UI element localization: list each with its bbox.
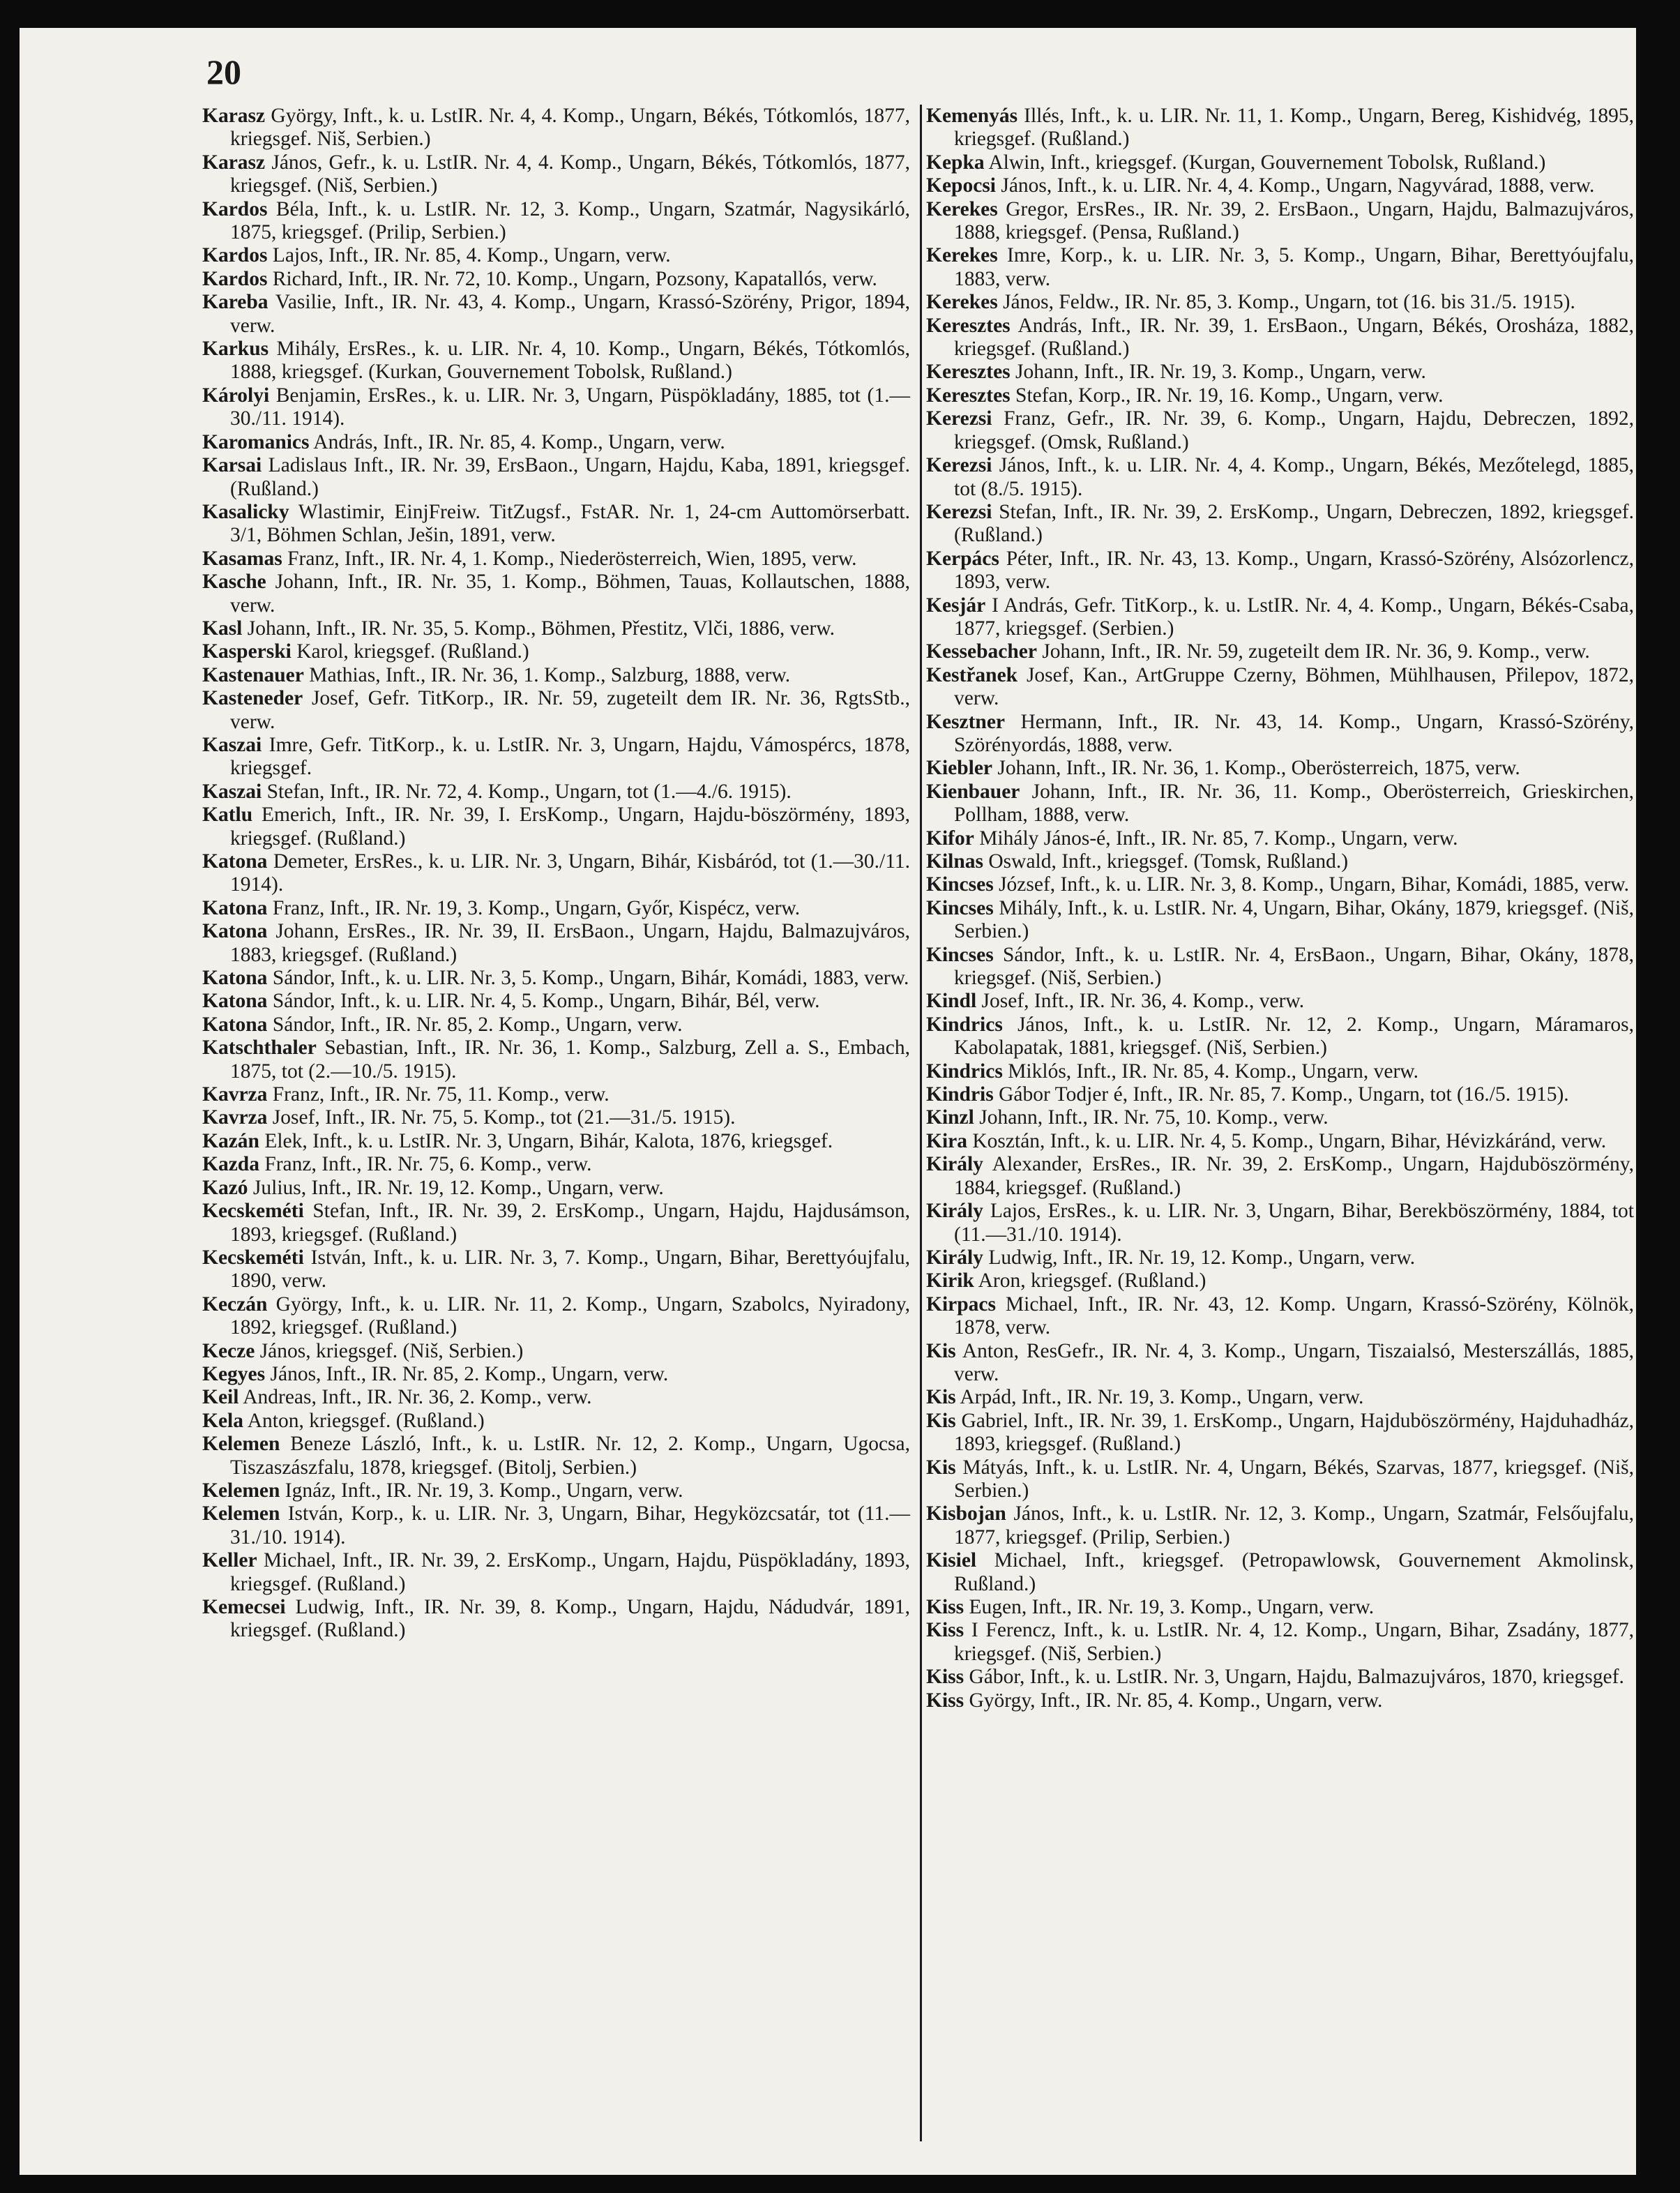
entry-surname: Kinzl — [926, 1106, 974, 1129]
register-entry — [926, 640, 1634, 663]
entry-surname: Kis — [926, 1339, 956, 1362]
register-entry — [926, 501, 1634, 548]
entry-surname: Karomanics — [202, 430, 310, 453]
entry-surname: Kienbauer — [926, 780, 1020, 803]
entry-details: Andreas, Inft., IR. Nr. 36, 2. Komp., verw. — [243, 1386, 592, 1409]
register-entry — [202, 1293, 910, 1340]
entry-details: Imre, Korp., k. u. LIR. Nr. 3, 5. Komp., Ungarn, Bihar, Berettyóujfalu, 1883, verw. — [954, 244, 1634, 290]
entry-surname: Kiss — [926, 1689, 964, 1712]
entry-surname: Kincses — [926, 943, 994, 966]
entry-surname: Kerezsi — [926, 407, 992, 430]
register-entry — [926, 1410, 1634, 1456]
entry-details: Ignáz, Inft., IR. Nr. 19, 3. Komp., Ungarn, verw. — [285, 1479, 683, 1502]
entry-details: Eugen, Inft., IR. Nr. 19, 3. Komp., Ungarn, verw. — [969, 1596, 1375, 1618]
entry-details: Johann, Inft., IR. Nr. 35, 5. Komp., Böhmen, Přestitz, Vlči, 1886, verw. — [247, 617, 835, 640]
entry-details: János, Inft., k. u. LstIR. Nr. 12, 3. Komp., Ungarn, Szatmár, Felsőujfalu, 1877, kriegsgef. (Prilip, Serbien.) — [954, 1502, 1634, 1548]
register-entry — [926, 244, 1634, 291]
entry-surname: Kaszai — [202, 733, 262, 756]
register-entry — [202, 1130, 910, 1153]
entry-surname: Kazó — [202, 1176, 248, 1199]
entry-details: Alwin, Inft., kriegsgef. (Kurgan, Gouvernement Tobolsk, Rußland.) — [988, 151, 1546, 174]
entry-details: Sebastian, Inft., IR. Nr. 36, 1. Komp., Salzburg, Zell a. S., Embach, 1875, tot (2.—10./5. 1915). — [230, 1037, 910, 1083]
register-entry — [202, 384, 910, 431]
register-entry — [926, 1666, 1634, 1689]
entry-details: Beneze László, Inft., k. u. LstIR. Nr. 12, 2. Komp., Ungarn, Ugocsa, Tiszaszászfalu, 1878, kriegsgef. (Bitolj, Serbien.) — [230, 1433, 911, 1479]
register-entry — [202, 1502, 910, 1549]
entry-surname: Kis — [926, 1386, 956, 1409]
entry-surname: Király — [926, 1153, 983, 1176]
register-entry — [202, 1177, 910, 1200]
entry-details: Stefan, Korp., IR. Nr. 19, 16. Komp., Ungarn, verw. — [1015, 384, 1444, 407]
entry-details: János, Inft., IR. Nr. 85, 2. Komp., Ungarn, verw. — [270, 1362, 669, 1385]
entry-surname: Kasteneder — [202, 687, 303, 710]
entry-details: Demeter, ErsRes., k. u. LIR. Nr. 3, Ungarn, Bihár, Kisbáród, tot (1.—30./11. 1914). — [230, 850, 910, 896]
entry-details: Josef, Gefr. TitKorp., IR. Nr. 59, zugeteilt dem IR. Nr. 36, RgtsStb., verw. — [230, 687, 910, 733]
entry-surname: Kilnas — [926, 850, 983, 873]
entry-surname: Kindris — [926, 1083, 994, 1106]
entry-details: I Ferencz, Inft., k. u. LstIR. Nr. 4, 12. Komp., Ungarn, Bihar, Zsadány, 1877, kriegsgef. (Niš, Serbien.) — [954, 1619, 1634, 1665]
entry-details: Vasilie, Inft., IR. Nr. 43, 4. Komp., Ungarn, Krassó-Szörény, Prigor, 1894, verw. — [230, 291, 910, 337]
entry-surname: Kesjár — [926, 594, 986, 617]
entry-surname: Keresztes — [926, 384, 1011, 407]
entry-details: Sándor, Inft., k. u. LIR. Nr. 4, 5. Komp., Ungarn, Bihár, Bél, verw. — [272, 990, 820, 1013]
entry-surname: Keczán — [202, 1293, 268, 1316]
entry-details: Ludwig, Inft., IR. Nr. 19, 12. Komp., Ungarn, verw. — [988, 1246, 1416, 1269]
entry-surname: Kazda — [202, 1153, 259, 1176]
register-entry — [926, 1269, 1634, 1293]
register-entry — [926, 781, 1634, 827]
register-entry — [926, 151, 1634, 174]
page-number: 20 — [206, 52, 241, 91]
entry-details: I András, Gefr. TitKorp., k. u. LstIR. Nr. 4, 4. Komp., Ungarn, Békés-Csaba, 1877, kriegsgef. (Serbien.) — [954, 594, 1634, 640]
entry-surname: Kerpács — [926, 547, 999, 570]
entry-surname: Katona — [202, 967, 268, 990]
entry-surname: Kavrza — [202, 1106, 268, 1129]
entry-details: Michael, Inft., IR. Nr. 39, 2. ErsKomp., Ungarn, Hajdu, Püspökladány, 1893, kriegsgef. (Rußland.) — [230, 1549, 910, 1595]
entry-details: Johann, ErsRes., IR. Nr. 39, II. ErsBaon., Ungarn, Hajdu, Balmazujváros, 1883, kriegsgef. (Rußland.) — [230, 920, 910, 966]
right-column — [926, 105, 1634, 1712]
register-entry — [202, 244, 910, 267]
register-entry — [202, 920, 910, 967]
entry-details: Johann, Inft., IR. Nr. 59, zugeteilt dem IR. Nr. 36, 9. Komp., verw. — [1042, 640, 1590, 663]
entry-details: György, Inft., IR. Nr. 85, 4. Komp., Ungarn, verw. — [969, 1689, 1383, 1712]
entry-details: Johann, Inft., IR. Nr. 19, 3. Komp., Ungarn, verw. — [1015, 361, 1426, 384]
register-entry — [926, 174, 1634, 197]
register-entry — [926, 944, 1634, 990]
register-entry — [202, 1410, 910, 1433]
entry-surname: Kecskeméti — [202, 1246, 304, 1269]
entry-details: Ladislaus Inft., IR. Nr. 39, ErsBaon., Ungarn, Hajdu, Kaba, 1891, kriegsgef. (Rußland.) — [230, 454, 910, 500]
register-entry — [926, 990, 1634, 1013]
entry-details: János, Feldw., IR. Nr. 85, 3. Komp., Ungarn, tot (16. bis 31./5. 1915). — [1003, 291, 1575, 314]
entry-details: Stefan, Inft., IR. Nr. 39, 2. ErsKomp., Ungarn, Hajdu, Hajdusámson, 1893, kriegsgef. (Rußland.) — [230, 1200, 910, 1246]
entry-details: András, Inft., IR. Nr. 85, 4. Komp., Ungarn, verw. — [313, 430, 725, 453]
entry-details: Gábor, Inft., k. u. LstIR. Nr. 3, Ungarn, Hajdu, Balmazujváros, 1870, kriegsgef. — [969, 1666, 1624, 1689]
register-entry — [202, 1596, 910, 1643]
entry-surname: Kelemen — [202, 1502, 280, 1525]
entry-details: Richard, Inft., IR. Nr. 72, 10. Komp., Ungarn, Pozsony, Kapatallós, verw. — [272, 267, 877, 290]
entry-surname: Katschthaler — [202, 1037, 317, 1060]
register-entry — [202, 548, 910, 571]
entry-details: János, Gefr., k. u. LstIR. Nr. 4, 4. Komp., Ungarn, Békés, Tótkomlós, 1877, kriegsgef. (Niš, Serbien.) — [230, 151, 910, 197]
entry-surname: Kincses — [926, 896, 994, 919]
entry-surname: Katona — [202, 990, 268, 1013]
entry-surname: Kindrics — [926, 1060, 1003, 1083]
entry-surname: Keresztes — [926, 314, 1011, 337]
register-entry — [926, 291, 1634, 314]
register-entry — [926, 105, 1634, 151]
entry-surname: Kifor — [926, 827, 974, 850]
entry-details: Josef, Inft., IR. Nr. 36, 4. Komp., verw. — [981, 990, 1305, 1013]
register-entry — [202, 571, 910, 617]
entry-details: Michael, Inft., kriegsgef. (Petropawlowsk, Gouvernement Akmolinsk, Rußland.) — [954, 1549, 1635, 1595]
register-entry — [202, 1106, 910, 1129]
register-entry — [926, 873, 1634, 896]
register-entry — [202, 990, 910, 1013]
entry-surname: Kareba — [202, 291, 268, 314]
register-entry — [926, 1456, 1634, 1503]
entry-details: Hermann, Inft., IR. Nr. 43, 14. Komp., Ungarn, Krassó-Szörény, Szörényordás, 1888, verw. — [954, 710, 1634, 756]
register-entry — [926, 827, 1634, 850]
entry-surname: Kardos — [202, 197, 268, 220]
entry-details: Béla, Inft., k. u. LstIR. Nr. 12, 3. Komp., Ungarn, Szatmár, Nagysikárló, 1875, kriegsgef. (Prilip, Serbien.) — [230, 197, 911, 244]
register-entry — [926, 315, 1634, 361]
register-entry — [926, 1293, 1634, 1340]
entry-details: Wlastimir, EinjFreiw. TitZugsf., FstAR. Nr. 1, 24-cm Auttomörserbatt. 3/1, Böhmen Schlan, Ješin, 1891, verw. — [230, 500, 910, 547]
entry-surname: Katona — [202, 896, 268, 919]
register-entry — [926, 1106, 1634, 1129]
entry-details: Lajos, Inft., IR. Nr. 85, 4. Komp., Ungarn, verw. — [272, 244, 671, 267]
entry-details: András, Inft., IR. Nr. 39, 1. ErsBaon., Ungarn, Békés, Orosháza, 1882, kriegsgef. (Rußland.) — [954, 314, 1634, 361]
entry-surname: Karkus — [202, 338, 269, 361]
register-entry — [926, 454, 1634, 501]
entry-surname: Kazán — [202, 1129, 259, 1152]
entry-surname: Katona — [202, 850, 268, 873]
entry-surname: Kerekes — [926, 244, 998, 267]
register-entry — [926, 897, 1634, 944]
register-entry — [926, 548, 1634, 594]
entry-surname: Kelemen — [202, 1433, 280, 1456]
entry-surname: Kasalicky — [202, 500, 289, 523]
entry-details: Sándor, Inft., IR. Nr. 85, 2. Komp., Ungarn, verw. — [272, 1013, 683, 1036]
register-entry — [926, 1013, 1634, 1060]
register-entry — [926, 198, 1634, 245]
entry-surname: Kaszai — [202, 780, 262, 803]
register-entry — [202, 664, 910, 687]
entry-details: Franz, Inft., IR. Nr. 75, 11. Komp., verw. — [272, 1083, 610, 1106]
entry-details: Johann, Inft., IR. Nr. 36, 11. Komp., Oberösterreich, Grieskirchen, Pollham, 1888, verw. — [954, 780, 1635, 827]
entry-details: Benjamin, ErsRes., k. u. LIR. Nr. 3, Ungarn, Püspökladány, 1885, tot (1.—30./11. 1914). — [230, 384, 910, 430]
entry-surname: Kecze — [202, 1339, 255, 1362]
entry-details: Franz, Inft., IR. Nr. 75, 6. Komp., verw. — [264, 1153, 592, 1176]
entry-details: György, Inft., k. u. LIR. Nr. 11, 2. Komp., Ungarn, Szabolcs, Nyiradony, 1892, kriegsgef. (Rußland.) — [230, 1293, 910, 1339]
register-entry — [926, 1340, 1634, 1387]
register-entry — [202, 1386, 910, 1409]
entry-surname: Katona — [202, 1013, 268, 1036]
entry-surname: Kasperski — [202, 640, 292, 663]
entry-surname: Kerekes — [926, 197, 998, 220]
entry-details: Johann, Inft., IR. Nr. 35, 1. Komp., Böhmen, Tauas, Kollautschen, 1888, verw. — [230, 571, 910, 617]
register-entry — [926, 1246, 1634, 1269]
entry-surname: Kegyes — [202, 1362, 266, 1385]
entry-details: Arpád, Inft., IR. Nr. 19, 3. Komp., Ungarn, verw. — [960, 1386, 1364, 1409]
entry-surname: Kira — [926, 1129, 967, 1152]
register-entry — [202, 1433, 910, 1479]
entry-surname: Keil — [202, 1386, 239, 1409]
register-entry — [202, 105, 910, 151]
entry-details: Gabriel, Inft., IR. Nr. 39, 1. ErsKomp., Ungarn, Hajduböszörmény, Hajduhadház, 1893, kriegsgef. (Rußland.) — [954, 1409, 1634, 1456]
register-entry — [926, 1153, 1634, 1200]
register-entry — [202, 1200, 910, 1246]
register-entry — [202, 897, 910, 920]
entry-surname: Kerezsi — [926, 454, 992, 477]
register-entry — [926, 1689, 1634, 1712]
register-entry — [202, 198, 910, 245]
register-entry — [202, 850, 910, 897]
entry-surname: Keller — [202, 1549, 257, 1572]
register-entry — [926, 664, 1634, 711]
register-entry — [202, 1246, 910, 1293]
register-entry — [926, 1502, 1634, 1549]
entry-surname: Karasz — [202, 151, 266, 174]
register-entry — [926, 594, 1634, 641]
entry-details: Péter, Inft., IR. Nr. 43, 13. Komp., Ungarn, Krassó-Szörény, Alsózorlencz, 1893, verw. — [954, 547, 1635, 594]
register-entry — [926, 757, 1634, 780]
entry-surname: Kastenauer — [202, 663, 304, 686]
register-entry — [926, 1596, 1634, 1619]
left-column — [202, 105, 910, 1643]
register-entry — [202, 967, 910, 990]
entry-surname: Katlu — [202, 804, 253, 827]
register-entry — [926, 850, 1634, 873]
register-entry — [202, 1363, 910, 1386]
register-entry — [202, 151, 910, 198]
register-entry — [202, 338, 910, 384]
entry-surname: Kasche — [202, 571, 266, 594]
entry-surname: Kindrics — [926, 1013, 1003, 1036]
register-entry — [926, 1083, 1634, 1106]
register-entry — [202, 1549, 910, 1596]
entry-surname: Kerezsi — [926, 500, 992, 523]
entry-details: Franz, Inft., IR. Nr. 19, 3. Komp., Ungarn, Győr, Kispécz, verw. — [272, 896, 801, 919]
entry-surname: Kepocsi — [926, 174, 996, 197]
register-entry — [202, 734, 910, 781]
entry-surname: Kiss — [926, 1666, 964, 1689]
entry-details: Mátyás, Inft., k. u. LstIR. Nr. 4, Ungarn, Békés, Szarvas, 1877, kriegsgef. (Niš, Serbien.) — [954, 1456, 1634, 1502]
entry-surname: Kindl — [926, 990, 977, 1013]
entry-details: Mihály, ErsRes., k. u. LIR. Nr. 4, 10. Komp., Ungarn, Békés, Tótkomlós, 1888, kriegsgef. (Kurkan, Gouvernement Tobolsk, Rußland.) — [230, 338, 911, 384]
register-entry — [202, 640, 910, 663]
entry-surname: Kemenyás — [926, 105, 1018, 127]
entry-surname: Kelemen — [202, 1479, 280, 1502]
register-entry — [926, 384, 1634, 407]
register-entry — [202, 687, 910, 734]
register-entry — [926, 1386, 1634, 1409]
entry-details: Josef, Inft., IR. Nr. 75, 5. Komp., tot (21.—31./5. 1915). — [272, 1106, 736, 1129]
entry-surname: Kasamas — [202, 547, 282, 570]
entry-details: Illés, Inft., k. u. LIR. Nr. 11, 1. Komp., Ungarn, Bereg, Kishidvég, 1895, kriegsgef. (Rußland.) — [954, 105, 1634, 151]
entry-surname: Kirpacs — [926, 1293, 996, 1316]
entry-details: Mihály János-é, Inft., IR. Nr. 85, 7. Komp., Ungarn, verw. — [979, 827, 1458, 850]
entry-surname: Kerekes — [926, 291, 998, 314]
entry-surname: Kiss — [926, 1619, 964, 1642]
register-entry — [202, 781, 910, 804]
entry-details: István, Korp., k. u. LIR. Nr. 3, Ungarn, Bihar, Hegyközcsatár, tot (11.—31./10. 1914). — [230, 1502, 910, 1548]
register-entry — [202, 1340, 910, 1363]
entry-details: Julius, Inft., IR. Nr. 19, 12. Komp., Ungarn, verw. — [252, 1176, 664, 1199]
register-entry — [202, 291, 910, 338]
entry-details: Emerich, Inft., IR. Nr. 39, I. ErsKomp., Ungarn, Hajdu-böszörmény, 1893, kriegsgef. (Rußland.) — [230, 804, 911, 850]
entry-surname: Kincses — [926, 873, 994, 896]
entry-surname: Kardos — [202, 267, 268, 290]
entry-surname: Kis — [926, 1456, 956, 1479]
entry-surname: Károlyi — [202, 384, 270, 407]
register-entry — [202, 617, 910, 640]
entry-surname: Kisiel — [926, 1549, 977, 1572]
entry-details: Aron, kriegsgef. (Rußland.) — [978, 1269, 1206, 1293]
entry-details: Imre, Gefr. TitKorp., k. u. LstIR. Nr. 3, Ungarn, Hajdu, Vámospércs, 1878, kriegsgef. — [230, 733, 910, 780]
entry-details: Oswald, Inft., kriegsgef. (Tomsk, Rußland.) — [988, 850, 1349, 873]
entry-surname: Kis — [926, 1409, 956, 1432]
entry-surname: Kiss — [926, 1596, 964, 1618]
entry-details: Michael, Inft., IR. Nr. 43, 12. Komp. Ungarn, Krassó-Szörény, Kölnök, 1878, verw. — [954, 1293, 1635, 1339]
register-entry — [926, 1130, 1634, 1153]
entry-details: Franz, Inft., IR. Nr. 4, 1. Komp., Niederösterreich, Wien, 1895, verw. — [287, 547, 857, 570]
entry-details: Mihály, Inft., k. u. LstIR. Nr. 4, Ungarn, Bihar, Okány, 1879, kriegsgef. (Niš, Serbien.) — [954, 896, 1635, 943]
entry-details: Franz, Gefr., IR. Nr. 39, 6. Komp., Ungarn, Hajdu, Debreczen, 1892, kriegsgef. (Omsk, Rußland.) — [954, 407, 1635, 453]
entry-surname: Kasl — [202, 617, 243, 640]
register-entry — [926, 711, 1634, 758]
entry-details: János, Inft., k. u. LIR. Nr. 4, 4. Komp., Ungarn, Békés, Mezőtelegd, 1885, tot (8./5. 1915). — [954, 454, 1634, 500]
entry-surname: Karasz — [202, 105, 266, 127]
entry-details: Sándor, Inft., k. u. LIR. Nr. 3, 5. Komp., Ungarn, Bihár, Komádi, 1883, verw. — [272, 967, 909, 990]
register-entry — [202, 501, 910, 548]
entry-details: János, Inft., k. u. LstIR. Nr. 12, 2. Komp., Ungarn, Máramaros, Kabolapatak, 1881, kriegsgef. (Niš, Serbien.) — [954, 1013, 1635, 1060]
column-divider — [920, 105, 922, 2141]
register-entry — [926, 1549, 1634, 1596]
entry-details: Sándor, Inft., k. u. LstIR. Nr. 4, ErsBaon., Ungarn, Bihar, Okány, 1878, kriegsgef. (Niš, Serbien.) — [954, 943, 1634, 990]
register-entry — [202, 454, 910, 501]
register-entry — [926, 361, 1634, 384]
entry-details: Alexander, ErsRes., IR. Nr. 39, 2. ErsKomp., Ungarn, Hajduböszörmény, 1884, kriegsgef. (Rußland.) — [954, 1153, 1634, 1199]
entry-surname: Keresztes — [926, 361, 1011, 384]
register-entry — [202, 804, 910, 850]
entry-details: Josef, Kan., ArtGruppe Czerny, Böhmen, Mühlhausen, Přilepov, 1872, verw. — [954, 663, 1635, 710]
entry-surname: Kavrza — [202, 1083, 268, 1106]
entry-details: Gábor Todjer é, Inft., IR. Nr. 85, 7. Komp., Ungarn, tot (16./5. 1915). — [999, 1083, 1569, 1106]
entry-surname: Kemecsei — [202, 1596, 286, 1618]
entry-details: Miklós, Inft., IR. Nr. 85, 4. Komp., Ungarn, verw. — [1008, 1060, 1419, 1083]
register-entry — [926, 1060, 1634, 1083]
entry-details: János, kriegsgef. (Niš, Serbien.) — [259, 1339, 524, 1362]
entry-details: János, Inft., k. u. LIR. Nr. 4, 4. Komp., Ungarn, Nagyvárad, 1888, verw. — [1001, 174, 1595, 197]
entry-details: Anton, ResGefr., IR. Nr. 4, 3. Komp., Ungarn, Tiszaialsó, Mesterszállás, 1885, verw. — [954, 1339, 1635, 1385]
register-entry — [202, 1083, 910, 1106]
entry-surname: Király — [926, 1246, 983, 1269]
register-entry — [202, 1013, 910, 1037]
entry-surname: Kessebacher — [926, 640, 1037, 663]
register-entry — [202, 1037, 910, 1083]
entry-surname: Kepka — [926, 151, 985, 174]
entry-details: Lajos, ErsRes., k. u. LIR. Nr. 3, Ungarn, Bihar, Berekböszörmény, 1884, tot (11.—31./10. 1914). — [954, 1200, 1634, 1246]
entry-details: Ludwig, Inft., IR. Nr. 39, 8. Komp., Ungarn, Hajdu, Nádudvár, 1891, kriegsgef. (Rußland.) — [230, 1596, 910, 1642]
entry-details: József, Inft., k. u. LIR. Nr. 3, 8. Komp., Ungarn, Bihar, Komádi, 1885, verw. — [999, 873, 1629, 896]
entry-surname: Kisbojan — [926, 1502, 1006, 1525]
entry-details: Mathias, Inft., IR. Nr. 36, 1. Komp., Salzburg, 1888, verw. — [309, 663, 791, 686]
entry-surname: Kela — [202, 1409, 243, 1432]
register-entry — [926, 1200, 1634, 1246]
entry-surname: Kecskeméti — [202, 1200, 304, 1223]
register-entry — [202, 1479, 910, 1502]
entry-details: Kosztán, Inft., k. u. LIR. Nr. 4, 5. Komp., Ungarn, Bihar, Hévizkáránd, verw. — [972, 1129, 1607, 1152]
register-entry — [202, 431, 910, 454]
entry-details: Stefan, Inft., IR. Nr. 39, 2. ErsKomp., Ungarn, Debreczen, 1892, kriegsgef. (Rußland.) — [954, 500, 1635, 547]
document-page — [20, 28, 1636, 2175]
entry-details: Elek, Inft., k. u. LstIR. Nr. 3, Ungarn, Bihár, Kalota, 1876, kriegsgef. — [264, 1129, 833, 1152]
register-entry — [202, 268, 910, 291]
entry-details: Johann, Inft., IR. Nr. 36, 1. Komp., Oberösterreich, 1875, verw. — [997, 757, 1520, 780]
entry-details: István, Inft., k. u. LIR. Nr. 3, 7. Komp., Ungarn, Bihar, Berettyóujfalu, 1890, verw. — [230, 1246, 910, 1293]
entry-surname: Kirik — [926, 1269, 974, 1293]
entry-surname: Király — [926, 1200, 983, 1223]
entry-surname: Karsai — [202, 454, 262, 477]
entry-surname: Kardos — [202, 244, 268, 267]
entry-details: Anton, kriegsgef. (Rußland.) — [247, 1409, 485, 1432]
entry-details: Stefan, Inft., IR. Nr. 72, 4. Komp., Ungarn, tot (1.—4./6. 1915). — [266, 780, 792, 803]
entry-surname: Kiebler — [926, 757, 993, 780]
entry-details: Gregor, ErsRes., IR. Nr. 39, 2. ErsBaon., Ungarn, Hajdu, Balmazujváros, 1888, kriegsgef. (Pensa, Rußland.) — [954, 197, 1635, 244]
register-entry — [926, 1619, 1634, 1666]
entry-surname: Kestřanek — [926, 663, 1018, 686]
register-entry — [926, 407, 1634, 454]
register-entry — [202, 1153, 910, 1176]
entry-details: György, Inft., k. u. LstIR. Nr. 4, 4. Komp., Ungarn, Békés, Tótkomlós, 1877, kriegsgef. Niš, Serbien.) — [230, 105, 910, 151]
entry-surname: Kesztner — [926, 710, 1006, 733]
entry-details: Johann, Inft., IR. Nr. 75, 10. Komp., verw. — [979, 1106, 1329, 1129]
entry-details: Karol, kriegsgef. (Rußland.) — [296, 640, 529, 663]
entry-surname: Katona — [202, 920, 268, 943]
